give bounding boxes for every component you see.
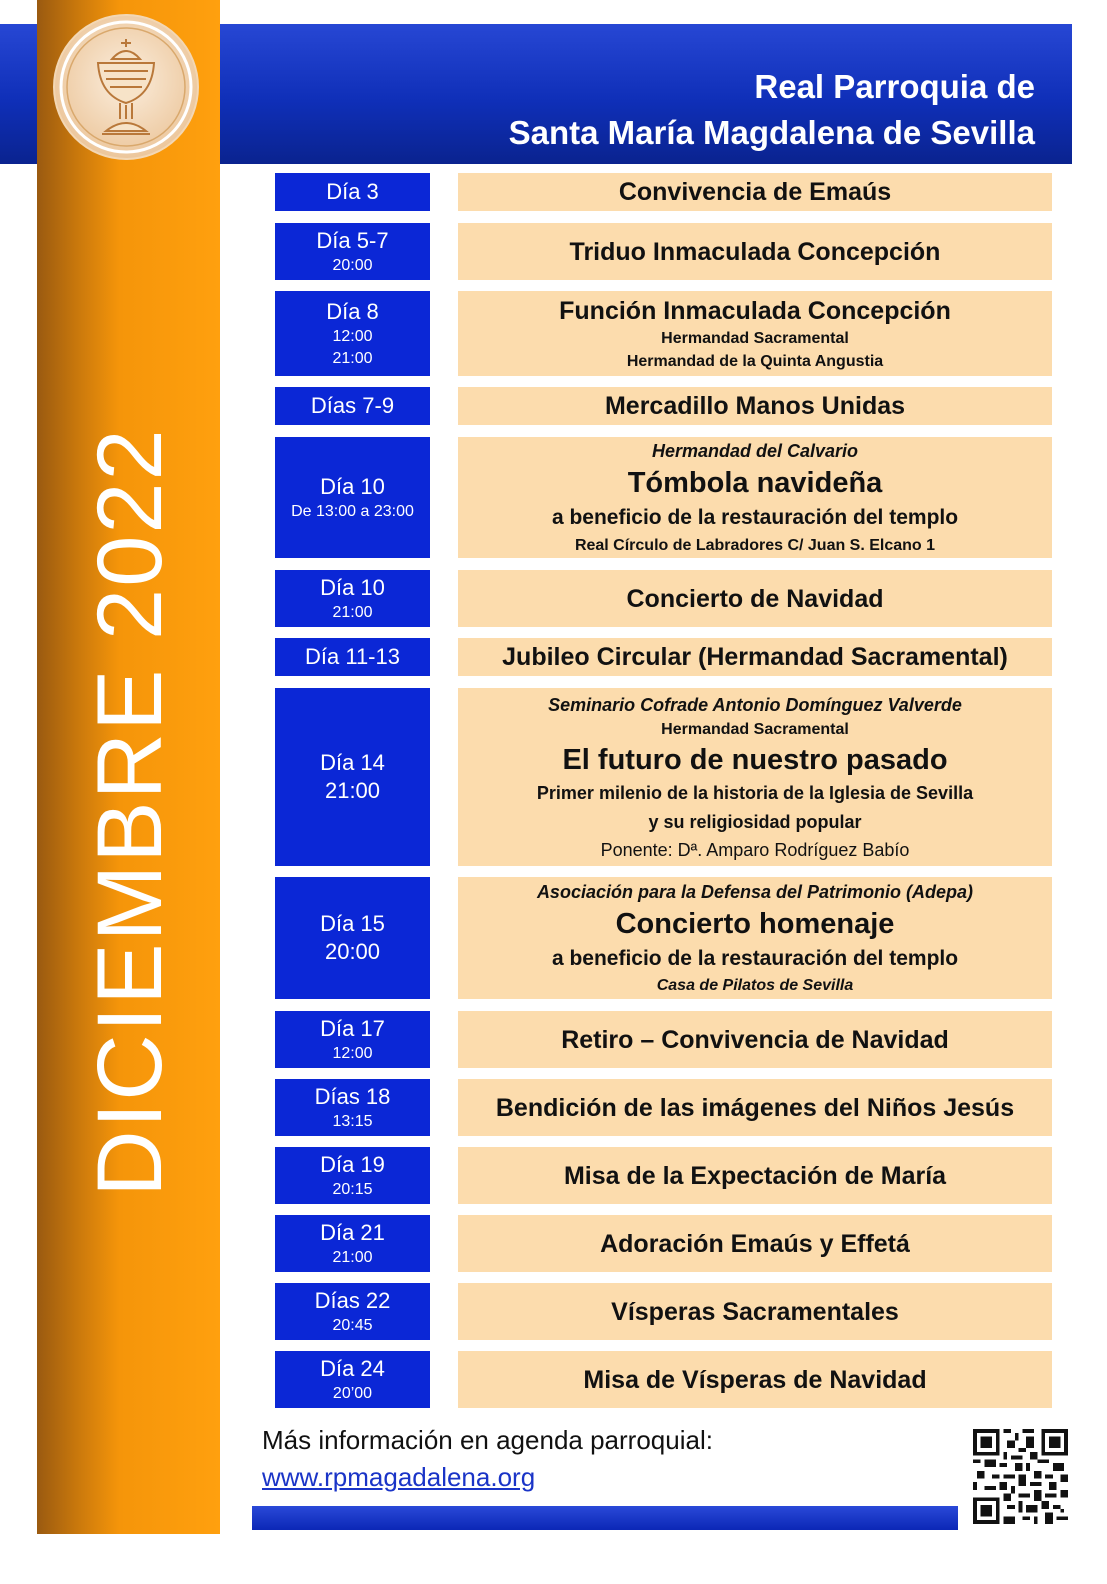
event-title: Triduo Inmaculada Concepción [569,237,941,266]
event-time: 20’00 [332,1384,373,1402]
event-organizer: Seminario Cofrade Antonio Domínguez Valverde [548,694,962,715]
event-time: 20:15 [332,1180,373,1198]
event-day: Día 14 [320,750,385,775]
event-time: 20:00 [332,256,373,274]
event-title: Tómbola navideña [627,467,883,499]
event-detail [458,437,1052,558]
event-date [275,1011,430,1068]
chalice-logo-icon [52,13,200,161]
event-organizer: Hermandad del Calvario [651,441,859,461]
event-date [275,877,430,999]
event-subtitle: a beneficio de la restauración del templo [551,506,959,529]
event-venue: Casa de Pilatos de Sevilla [656,977,854,994]
event-time: 12:00 [332,327,373,345]
event-time: De 13:00 a 23:00 [291,502,414,520]
month-label: DICIEMBRE 2022 [79,427,181,1197]
footer-info-text: Más información en agenda parroquial: [262,1425,713,1455]
event-day: Día 10 [320,574,385,600]
event-title: El futuro de nuestro pasado [562,743,948,776]
event-day: Día 15 [320,911,385,936]
event-subtitle: y su religiosidad popular [648,811,862,832]
event-date [275,1283,430,1340]
parish-title-line1: Real Parroquia de [754,68,1035,105]
event-day: Día 11-13 [305,644,400,669]
event-title: Misa de la Expectación de María [563,1161,947,1190]
event-time: 21:00 [324,778,381,803]
event-detail [458,1079,1052,1136]
event-title: Bendición de las imágenes del Niños Jesús [495,1093,1015,1122]
qr-code-icon[interactable] [973,1429,1068,1524]
event-date [275,570,430,627]
event-date [275,291,430,376]
event-detail [458,1011,1052,1068]
event-title: Concierto homenaje [615,908,895,940]
event-detail [458,1283,1052,1340]
event-speaker: Ponente: Dª. Amparo Rodríguez Babío [600,839,910,860]
event-time: 20:45 [332,1316,373,1334]
event-time: 21:00 [332,1248,373,1266]
parish-title-line2: Santa María Magdalena de Sevilla [508,114,1035,151]
website-link[interactable]: www.rpmagadalena.org [262,1462,536,1492]
event-detail [458,1351,1052,1408]
parish-title [509,64,1035,156]
event-title: Concierto de Navidad [626,584,884,613]
event-date [275,1147,430,1204]
event-day: Día 8 [326,298,379,324]
event-detail [458,173,1052,211]
event-date [275,1215,430,1272]
event-detail [458,223,1052,280]
event-title: Convivencia de Emaús [618,178,892,206]
event-detail [458,570,1052,627]
event-time: 12:00 [332,1044,373,1062]
event-date [275,1079,430,1136]
event-title: Vísperas Sacramentales [611,1297,899,1326]
event-note: Hermandad Sacramental [661,720,849,738]
event-organizer: Asociación para la Defensa del Patrimonio (Adepa) [536,882,974,902]
event-title: Adoración Emaús y Effetá [600,1229,910,1258]
event-day: Día 5-7 [316,227,389,253]
event-time: 20:00 [324,939,381,964]
event-date [275,387,430,425]
event-title: Función Inmaculada Concepción [559,296,951,325]
event-time: 21:00 [332,603,373,621]
event-date [275,437,430,558]
event-day: Día 10 [320,473,385,499]
footer-bar [252,1506,958,1530]
event-title: Misa de Vísperas de Navidad [583,1365,927,1394]
event-day: Días 18 [314,1083,391,1109]
event-note: Hermandad de la Quinta Angustia [626,352,884,370]
event-day: Días 7-9 [310,393,395,418]
event-day: Día 24 [320,1355,385,1381]
event-day: Día 21 [320,1219,385,1245]
event-time: 21:00 [332,349,373,367]
event-subtitle: a beneficio de la restauración del templo [551,947,959,970]
event-note: Hermandad Sacramental [661,329,849,347]
event-day: Día 19 [320,1151,385,1177]
event-detail [458,1215,1052,1272]
event-venue: Real Círculo de Labradores C/ Juan S. Elcano 1 [574,537,936,554]
event-detail [458,877,1052,999]
event-title: Mercadillo Manos Unidas [604,392,906,420]
event-day: Día 17 [320,1015,385,1041]
event-subtitle: Primer milenio de la historia de la Iglesia de Sevilla [536,782,974,803]
event-title: Retiro – Convivencia de Navidad [561,1025,949,1054]
event-detail [458,291,1052,376]
event-day: Días 22 [314,1287,391,1313]
event-date [275,173,430,211]
event-title: Jubileo Circular (Hermandad Sacramental) [502,643,1008,671]
event-detail [458,688,1052,866]
event-detail [458,638,1052,676]
event-date [275,223,430,280]
event-time: 13:15 [332,1112,373,1130]
event-day: Día 3 [326,179,379,204]
event-date [275,638,430,676]
event-date [275,1351,430,1408]
event-date [275,688,430,866]
event-detail [458,387,1052,425]
event-detail [458,1147,1052,1204]
